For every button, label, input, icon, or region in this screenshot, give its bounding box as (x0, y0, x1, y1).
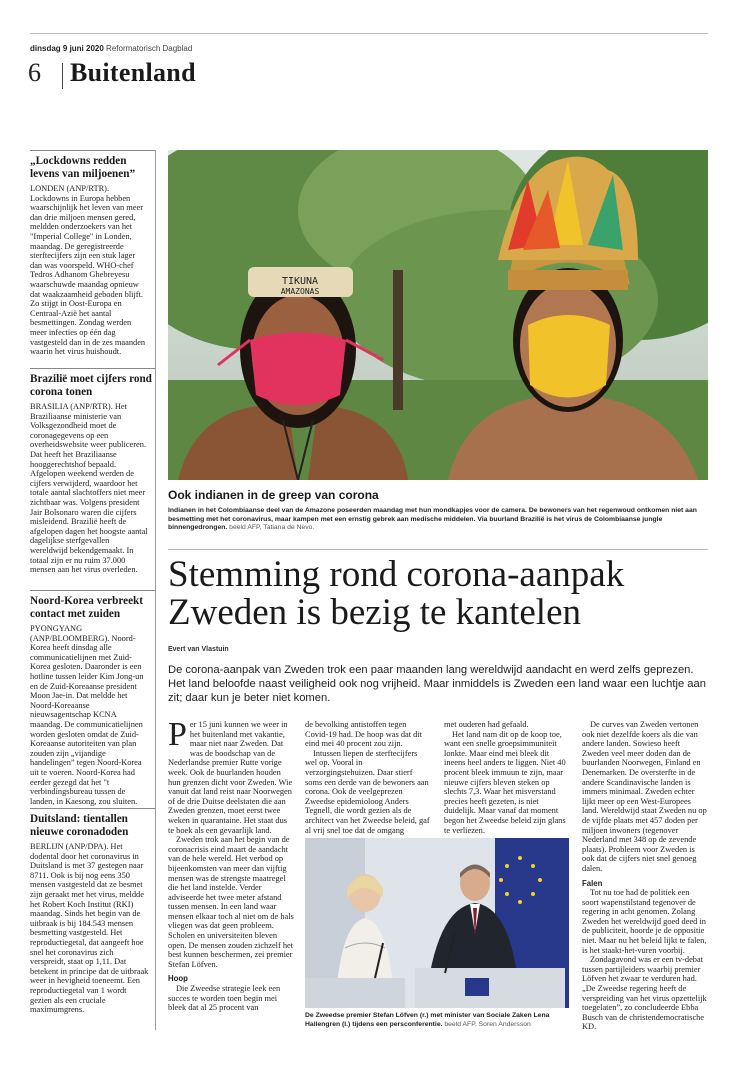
subheading: Falen (582, 878, 603, 888)
amazon-photo-illustration (168, 150, 708, 480)
paragraph: Tot nu toe had de politiek een soort wapenstilstand tegenover de regering in acht genomen. Zolang Zweden het wereldwijd goed deed in de publiciteit, hoorde je de oppositie niet. Maar nu het beleid lijkt te falen, is het staakt-het-vuren voorbij. (582, 888, 707, 955)
photo-credit: beeld AFP, Tatiana de Nevo. (229, 524, 315, 531)
brief-body: BRASILIA (ANP/RTR). Het Braziliaanse ministerie van Volksgezondheid moet de coronagegevens op een overheidswebsite weer publiceren. Dat heeft het Braziliaanse hooggerechtshof bepaald. Afgelopen weekend werden de cijfers verwijderd, waardoor het totale aantal slachtoffers niet meer zichtbaar was. Volgens president Jair Bolsonaro waren die cijfers misleidend. Brazilië heeft de afgelopen dagen het hoogste aantal dagelijkse sterfgevallen wereldwijd bekendgemaakt. In totaal zijn er nu ruim 37.000 mensen aan het virus overleden. (30, 402, 148, 575)
paragraph: Zweden trok aan het begin van de coronacrisis eind maart de aandacht van de hele wereld. Het verbod op bijeenkomsten van meer dan vijftig mensen was de strengste maatregel die het land instelde. Verder adviseerde het twee meter afstand tussen mensen. In een land waar mensen elkaar toch al niet om de hals vliegen was dat geen probleem. Scholen en universiteiten bleven open. De mensen zouden zichzelf het best kunnen beschermen, zei premier Stefan Löfven. (168, 835, 294, 969)
paragraph: Intussen liepen de sterftecijfers wel op. Vooral in verzorgingstehuizen. Daar stierf soms een derde van de bewoners aan corona. Ook de veelgeprezen Zweedse epidemioloog Anders Tegnell, die wordt gezien als de architect van het Zweedse beleid, gaf al vrij snel toe dat de omgang (305, 748, 430, 835)
article-column-4 (582, 720, 708, 1032)
paragraph: de bevolking antistoffen tegen Covid-19 had. De hoop was dat dit eind mei 40 procent zou zijn. (305, 720, 423, 749)
brief-body: BERLIJN (ANP/DPA). Het dodental door het coronavirus in Duitsland is met 37 gestegen naar 8711. Ook is bij nog eens 350 mensen vastgesteld dat ze besmet zijn geraakt met het virus, meldde het Robert Koch Institut (RKI) maandag. Sinds het begin van de uitbraak is bij 184.543 mensen besmetting vastgesteld. Het reproductiegetal, dat aangeeft hoe snel het coronavirus zich verspreidt, staat op 1,11. Dat betekent in principe dat de uitbraak weer in hevigheid toeneemt. Een reproductiegetal van 1 wordt gezien als een cruciale maximumgrens. (30, 842, 149, 1015)
headline-line-2: Zweden is bezig te kantelen (168, 592, 581, 633)
press-photo-illustration (305, 838, 569, 1008)
date: dinsdag 9 juni 2020 (30, 44, 104, 53)
news-briefs-column (30, 150, 156, 1030)
article-column-1 (168, 716, 294, 1013)
article-intro: De corona-aanpak van Zweden trok een paar maanden lang wereldwijd aandacht en werd zelfs geprezen. Het land beloofde naast veiligheid ook nog vrijheid. Maar inmiddels is Zweden een land waar een luchtje aan zit; daar kun je beter niet komen. (168, 664, 706, 704)
subheading: Hoop (168, 974, 188, 984)
amazon-indians-photo (168, 150, 708, 480)
paragraph: er 15 juni kunnen we weer in het buitenland met vakantie, maar niet naar Zweden. Dat was de boodschap van de Nederlandse premier Rutte vorige week. Ook de buurlanden houden hun grenzen dicht voor Zweden. Wie vanuit dat land reist naar Noorwegen of de drie Duitse deelstaten die aan Zweden grenzen, moet eerst twee weken in quarantaine. Het staat dus te boek als een gevaarlijk land. (168, 720, 293, 835)
caption-text: Indianen in het Colombiaanse deel van de Amazone poseerden maandag met hun mondkapjes voor de camera. De bewoners van het regenwoud ontkomen niet aan besmetting met het coronavirus, maar kampen met een ernstig gebrek aan medische middelen. Via buurland Brazilië is het virus de Colombiaanse jungle binnengedrongen. (168, 507, 697, 531)
section-title: Buitenland (70, 58, 196, 87)
headline-line-1: Stemming rond corona-aanpak (168, 554, 625, 595)
photo-credit: beeld AFP, Soren Andersson (444, 1020, 531, 1028)
top-rule (30, 33, 708, 34)
paragraph: met ouderen had gefaald. (444, 720, 529, 729)
brief-title: „Lockdowns redden levens van miljoenen” (30, 155, 136, 180)
paragraph: Het land nam dit op de koop toe, want een snelle groepsimmuniteit lonkte. Maar eind mei bleek dit ineens heel anders te liggen. Niet 40 procent bleek immuun te zijn, maar nieuwe cijfers bleven steken op slechts 7,3. Waar het misverstand precies heeft gezeten, is niet duidelijk. Maar vanaf dat moment begon het Zweedse beleid zijn glans te verliezen. (444, 729, 566, 835)
brief-germany (30, 808, 155, 1030)
article-column-2 (305, 720, 431, 835)
press-photo-caption (305, 1012, 570, 1029)
dateline (30, 44, 192, 53)
paper-name: Reformatorisch Dagblad (106, 44, 193, 53)
paragraph: Die Zweedse strategie leek een succes te worden toen begin mei bleek dat al 25 procent van (168, 984, 281, 1013)
brief-lockdowns (30, 150, 155, 368)
header-separator (62, 63, 63, 89)
headband-text-1: TIKUNA (281, 276, 319, 287)
article-headline (168, 556, 708, 632)
brief-body: PYONGYANG (ANP/BLOOMBERG). Noord-Korea heeft dinsdag alle communicatielijnen met Zuid-Korea gesloten. Daaronder is een hotline tussen leider Kim Jong-un en de Zuid-Koreaanse president Moon Jae-in. Dat meldde het Noord-Koreaanse nieuwsagentschap KCNA maandag. De communicatielijnen worden gesloten omdat de Zuid-Koreaanse autoriteiten van plan zouden zijn „vijandige handelingen” tegen Noord-Korea uit te voeren. Noord-Korea had eerder gezegd dat het "t verbindingsbureau tussen de landen, in Kaesong, zou sluiten. (30, 624, 144, 806)
photo-caption (168, 507, 708, 533)
article-rule (168, 549, 708, 550)
caption-text: De Zweedse premier Stefan Löfven (r.) met minister van Sociale Zaken Lena Hallengren (l.) tijdens een persconferentie. (305, 1012, 550, 1028)
article-column-3 (444, 720, 570, 835)
brief-north-korea (30, 590, 155, 808)
brief-title: Brazilië moet cijfers rond corona tonen (30, 373, 152, 398)
brief-brazil (30, 368, 155, 590)
press-conference-photo (305, 838, 569, 1008)
dropcap: P (168, 716, 187, 753)
brief-title: Duitsland: tientallen nieuwe coronadoden (30, 813, 129, 838)
paragraph: De curves van Zweden vertonen ook niet dezelfde koers als die van andere landen. Sowieso heeft Zweden veel meer doden dan de buurlanden Noorwegen, Finland en Denemarken. De oversterfte in de andere Scandinavische landen is immers minimaal. Zweden echter lijkt meer op een West-Europees land. Wereldwijd staat Zweden nu op de vijfde plaats met 457 doden per miljoen inwoners (tegenover Nederland met 348 op de zevende plaats). Probleem voor Zweden is ook dat de cijfers niet snel genoeg dalen. (582, 720, 707, 873)
page-number: 6 (28, 58, 41, 87)
byline: Evert van Vlastuin (168, 646, 229, 653)
paragraph: Zondagavond was er een tv-debat tussen partijleiders waarbij premier Löfven het zwaar te verduren had. „De Zweedse regering heeft de verspreiding van het virus opzettelijk toegelaten”, zo concludeerde Ebba Busch van de christendemocratische KD. (582, 955, 707, 1032)
photo-caption-title: Ook indianen in de greep van corona (168, 488, 379, 502)
brief-title: Noord-Korea verbreekt contact met zuiden (30, 595, 143, 620)
headband-text-2: AMAZONAS (280, 287, 320, 296)
brief-body: LONDEN (ANP/RTR). Lockdowns in Europa hebben waarschijnlijk het leven van meer dan drie miljoen mensen gered, meldden onderzoekers van het "Imperial College" in Londen, maandag. De geregistreerde sterftecijfers zijn een stuk lager dan was voorspeld. WHO-chef Tedros Adhanom Ghebreyesu waarschuwde maandag opnieuw dat waakzaamheid geboden blijft. Zo stijgt in Oost-Europa en Centraal-Azië het aantal besmettingen. Zondag werden meer infecties op één dag vastgesteld dan in de zes maanden waarin het virus huishoudt. (30, 184, 146, 357)
